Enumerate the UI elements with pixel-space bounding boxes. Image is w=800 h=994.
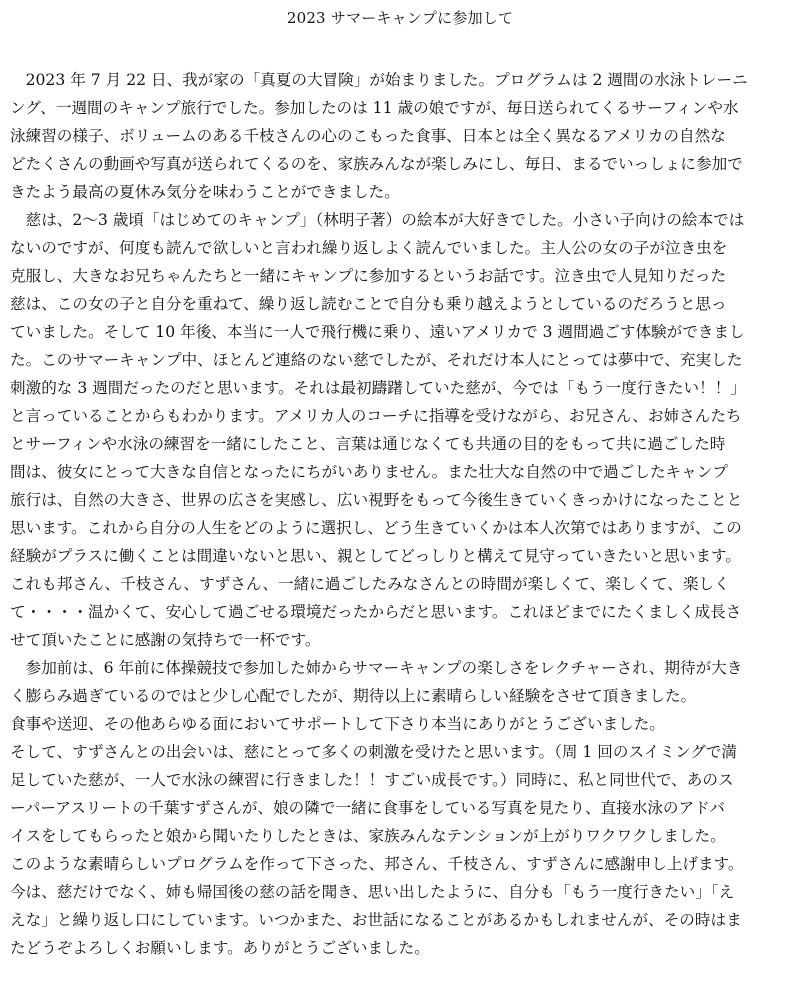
body-line-20: て・・・・温かくて、安心して過ごせる環境だったからだと思います。これほどまでにたくましく成長さ <box>10 603 742 621</box>
body-line-11: た。このサマーキャンプ中、ほとんど連絡のない慈でしたが、それだけ本人にとっては夢中で、充実した <box>10 351 743 369</box>
body-line-10: ていました。そして 10 年後、本当に一人で飛行機に乗り、遠いアメリカで 3 週間過ごす体験ができまし <box>10 323 745 341</box>
body-line-1: 2023 年 7 月 22 日、我が家の「真夏の大冒険」が始まりました。プログラムは 2 週間の水泳トレーニ <box>10 71 748 89</box>
body-line-4: どたくさんの動画や写真が送られてくるのを、家族みんなが楽しみにし、毎日、まるでいっしょに参加で <box>10 155 743 173</box>
body-line-17: 思います。これから自分の人生をどのように選択し、どう生きていくかは本人次第ではありますが、この <box>10 519 742 537</box>
body-line-22: 参加前は、6 年前に体操競技で参加した姉からサマーキャンプの楽しさをレクチャーされ、期待が大き <box>10 659 743 677</box>
body-line-5: きたよう最高の夏休み気分を味わうことができました。 <box>10 183 400 201</box>
body-line-14: とサーフィンや水泳の練習を一緒にしたこと、言葉は通じなくても共通の目的をもって共に過ごした時 <box>10 435 726 453</box>
body-line-21: せて頂いたことに感謝の気持ちで一杯です。 <box>10 631 321 649</box>
body-line-7: ないのですが、何度も読んで欲しいと言われ繰り返しよく読んでいました。主人公の女の子が泣き虫を <box>10 239 728 257</box>
body-line-32: たどうぞよろしくお願いします。ありがとうございました。 <box>10 939 430 957</box>
body-line-16: 旅行は、自然の大きさ、世界の広さを実感し、広い視野をもって今後生きていくきっかけになったことと <box>10 491 743 509</box>
body-line-25: そして、すずさんとの出会いは、慈にとって多くの刺激を受けたと思います。（周 1 回のスイミングで満 <box>10 743 738 761</box>
body-line-30: 今は、慈だけでなく、姉も帰国後の慈の話を聞き、思い出したように、自分も「もう一度行きたい」「え <box>10 883 735 901</box>
body-line-2: ング、一週間のキャンプ旅行でした。参加したのは 11 歳の娘ですが、毎日送られてくるサーフィンや水 <box>10 99 739 117</box>
body-line-26: 足していた慈が、一人で水泳の練習に行きました！！すごい成長です。）同時に、私と同世代で、あのス <box>10 771 734 789</box>
body-line-6: 慈は、2～3 歳頃「はじめてのキャンプ」（林明子著）の絵本が大好きでした。小さい子向けの絵本では <box>10 211 745 229</box>
body-line-3: 泳練習の様子、ボリュームのある千枝さんの心のこもった食事、日本とは全く異なるアメリカの自然な <box>10 127 726 145</box>
body-line-24: 食事や送迎、その他あらゆる面においてサポートして下さり本当にありがとうございました。 <box>10 715 665 733</box>
body-line-13: と言っていることからもわかります。アメリカ人のコーチに指導を受けながら、お兄さん、お姉さんたち <box>10 407 742 425</box>
body-line-27: ーパーアスリートの千葉すずさんが、娘の隣で一緒に食事をしている写真を見たり、直接水泳のアドバ <box>10 799 725 817</box>
body-line-12: 刺激的な 3 週間だったのだと思います。それは最初躊躇していた慈が、今では「もう一度行きたい！！」 <box>10 379 746 397</box>
body-line-15: 間は、彼女にとって大きな自信となったにちがいありません。また壮大な自然の中で過ごしたキャンプ <box>10 463 728 481</box>
body-line-19: これも邦さん、千枝さん、すずさん、一緒に過ごしたみなさんとの時間が楽しくて、楽しくて、楽しく <box>10 575 730 593</box>
document-title: 2023 サマーキャンプに参加して <box>286 9 514 27</box>
body-line-23: く膨らみ過ぎているのではと少し心配でしたが、期待以上に素晴らしい経験をさせて頂きました。 <box>10 687 697 705</box>
body-line-31: えな」と繰り返し口にしています。いつかまた、お世話になることがあるかもしれませんが、その時はま <box>10 911 742 929</box>
body-line-28: イスをしてもらったと娘から聞いたりしたときは、家族みんなテンションが上がりワクワクしました。 <box>10 827 726 845</box>
body-line-8: 克服し、大きなお兄ちゃんたちと一緒にキャンプに参加するというお話です。泣き虫で人見知りだった <box>10 267 727 285</box>
body-line-9: 慈は、この女の子と自分を重ねて、繰り返し読むことで自分も乗り越えようとしているのだろうと思っ <box>10 295 727 313</box>
body-line-18: 経験がプラスに働くことは間違いないと思い、親としてどっしりと構えて見守っていきたいと思います。 <box>10 547 741 565</box>
body-line-29: このような素晴らしいプログラムを作って下さった、邦さん、千枝さん、すずさんに感謝申し上げます。 <box>10 855 744 873</box>
